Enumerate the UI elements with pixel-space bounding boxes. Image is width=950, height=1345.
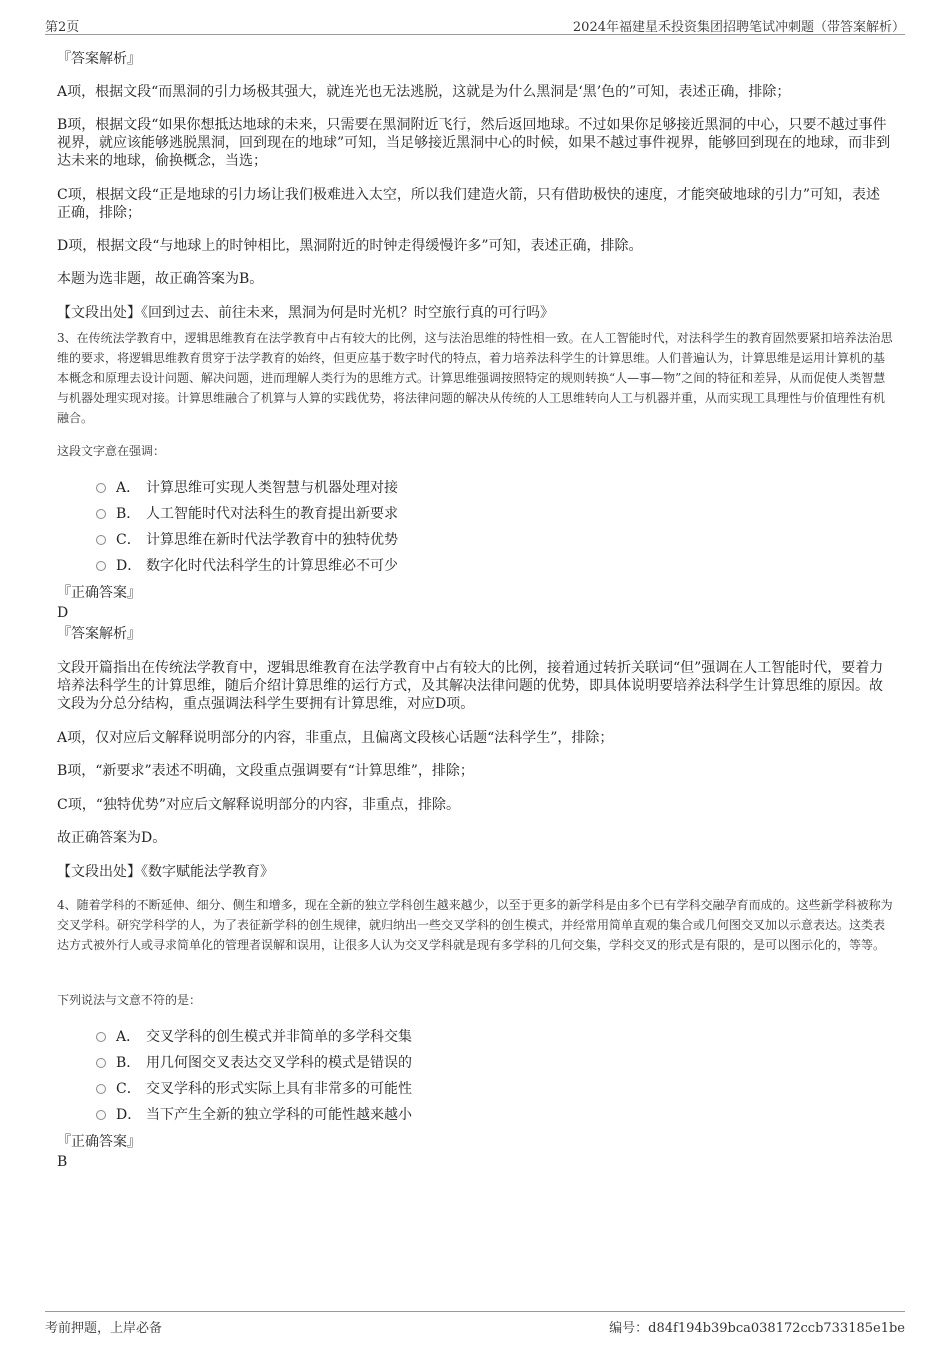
radio-icon[interactable] xyxy=(96,1110,106,1120)
q3-option-a[interactable]: A． 计算思维可实现人类智慧与机器处理对接 xyxy=(96,479,398,497)
q2-source: 【文段出处】《回到过去、前往未来，黑洞为何是时光机？时空旅行真的可行吗》 xyxy=(57,305,554,321)
q3-analysis-a: A项，仅对应后文解释说明部分的内容，非重点，且偏离文段核心话题“法科学生”，排除； xyxy=(57,730,614,746)
q3-passage: 3、在传统法学教育中，逻辑思维教育在法学教育中占有较大的比例，这与法治思维的特性相一致。在人工智能时代，对法科学生的教育固然要紧扣培养法治思维的要求，将逻辑思维教育贯穿于法学教育的始终，但更应基于数字时代的特点，着力培养法科学生的计算思维。人们普遍认为，计算思维是运用计算机的基本概念和原理去设计问题、解决问题，进而理解人类行为的思维方式。计算思维强调按照特定的规则转换“人—事—物”之间的特征和差异，从而促使人类智慧与机器处理实现对接。计算思维融合了机算与人算的实践优势，将法律问题的解决从传统的人工思维转向人工与机器并重，从而实现工具理性与价值理性有机融合。 xyxy=(57,331,893,425)
document-title: 2024年福建星禾投资集团招聘笔试冲刺题（带答案解析） xyxy=(572,20,905,35)
page-number: 第2页 xyxy=(45,20,80,35)
q3-answer: D xyxy=(57,605,69,621)
q4-answer: B xyxy=(57,1154,68,1170)
q2-analysis-heading: 『答案解析』 xyxy=(57,51,141,67)
radio-icon[interactable] xyxy=(96,535,106,545)
radio-icon[interactable] xyxy=(96,509,106,519)
q4-option-c[interactable]: C． 交叉学科的形式实际上具有非常多的可能性 xyxy=(96,1080,412,1098)
radio-icon[interactable] xyxy=(96,483,106,493)
page-header xyxy=(45,14,905,35)
q3-conclusion: 故正确答案为D。 xyxy=(57,830,167,846)
q3-answer-heading: 『正确答案』 xyxy=(57,585,141,601)
radio-icon[interactable] xyxy=(96,1032,106,1042)
q4-answer-heading: 『正确答案』 xyxy=(57,1134,141,1150)
q4-option-d[interactable]: D． 当下产生全新的独立学科的可能性越来越小 xyxy=(96,1106,412,1124)
footer-slogan: 考前押题，上岸必备 xyxy=(45,1321,163,1336)
radio-icon[interactable] xyxy=(96,561,106,571)
q2-analysis-d: D项，根据文段“与地球上的时钟相比，黑洞附近的时钟走得缓慢许多”可知，表述正确，排除。 xyxy=(57,238,643,254)
q3-analysis-b: B项，“新要求”表述不明确，文段重点强调要有“计算思维”，排除； xyxy=(57,763,474,779)
q3-option-b[interactable]: B． 人工智能时代对法科生的教育提出新要求 xyxy=(96,505,398,523)
q3-analysis-heading: 『答案解析』 xyxy=(57,626,141,642)
q2-conclusion: 本题为选非题，故正确答案为B。 xyxy=(57,271,264,287)
q3-analysis-c: C项，“独特优势”对应后文解释说明部分的内容，非重点，排除。 xyxy=(57,797,461,813)
q4-question: 下列说法与文意不符的是： xyxy=(57,993,202,1007)
q2-analysis-b: B项，根据文段“如果你想抵达地球的未来，只需要在黑洞附近飞行，然后返回地球。不过如果你足够接近黑洞的中心，只要不越过事件视界，就应该能够逃脱黑洞，回到现在的地球”可知，当足够接近黑洞中心的时候，如果不越过事件视界，能够回到现在的地球，而非到达未来的地球，偷换概念，当选； xyxy=(57,117,891,169)
q4-option-a[interactable]: A． 交叉学科的创生模式并非简单的多学科交集 xyxy=(96,1028,412,1046)
footer-code: 编号：d84f194b39bca038172ccb733185e1be xyxy=(609,1321,905,1336)
q3-option-d[interactable]: D． 数字化时代法科学生的计算思维必不可少 xyxy=(96,557,398,575)
q3-source: 【文段出处】《数字赋能法学教育》 xyxy=(57,864,274,880)
q3-analysis-main: 文段开篇指出在传统法学教育中，逻辑思维教育在法学教育中占有较大的比例，接着通过转折关联词“但”强调在人工智能时代，要着力培养法科学生的计算思维，随后介绍计算思维的运行方式，及其解决法律问题的优势，即具体说明要培养法科学生计算思维的原因。故文段为分总分结构，重点强调法科学生要拥有计算思维，对应D项。 xyxy=(57,660,884,712)
radio-icon[interactable] xyxy=(96,1058,106,1068)
q3-question: 这段文字意在强调： xyxy=(57,444,166,458)
q2-analysis-a: A项，根据文段“而黑洞的引力场极其强大，就连光也无法逃脱，这就是为什么黑洞是‘黑’色的”可知，表述正确，排除； xyxy=(57,84,791,100)
q2-analysis-c: C项，根据文段“正是地球的引力场让我们极难进入太空，所以我们建造火箭，只有借助极快的速度，才能突破地球的引力”可知，表述正确，排除； xyxy=(57,187,881,221)
q3-option-c[interactable]: C． 计算思维在新时代法学教育中的独特优势 xyxy=(96,531,398,549)
q4-option-b[interactable]: B． 用几何图交叉表达交叉学科的模式是错误的 xyxy=(96,1054,412,1072)
page-footer xyxy=(45,1311,905,1336)
radio-icon[interactable] xyxy=(96,1084,106,1094)
q4-passage: 4、随着学科的不断延伸、细分、侧生和增多，现在全新的独立学科创生越来越少，以至于更多的新学科是由多个已有学科交融孕育而成的。这些新学科被称为交叉学科。研究学科学的人，为了表征新学科的创生规律，就归纳出一些交叉学科的创生模式，并经常用简单直观的集合或几何图交叉加以示意表达。这类表达方式被外行人或寻求简单化的管理者误解和误用，让很多人认为交叉学科就是现有多学科的几何交集，学科交叉的形式是有限的，是可以图示化的，等等。 xyxy=(57,898,893,952)
